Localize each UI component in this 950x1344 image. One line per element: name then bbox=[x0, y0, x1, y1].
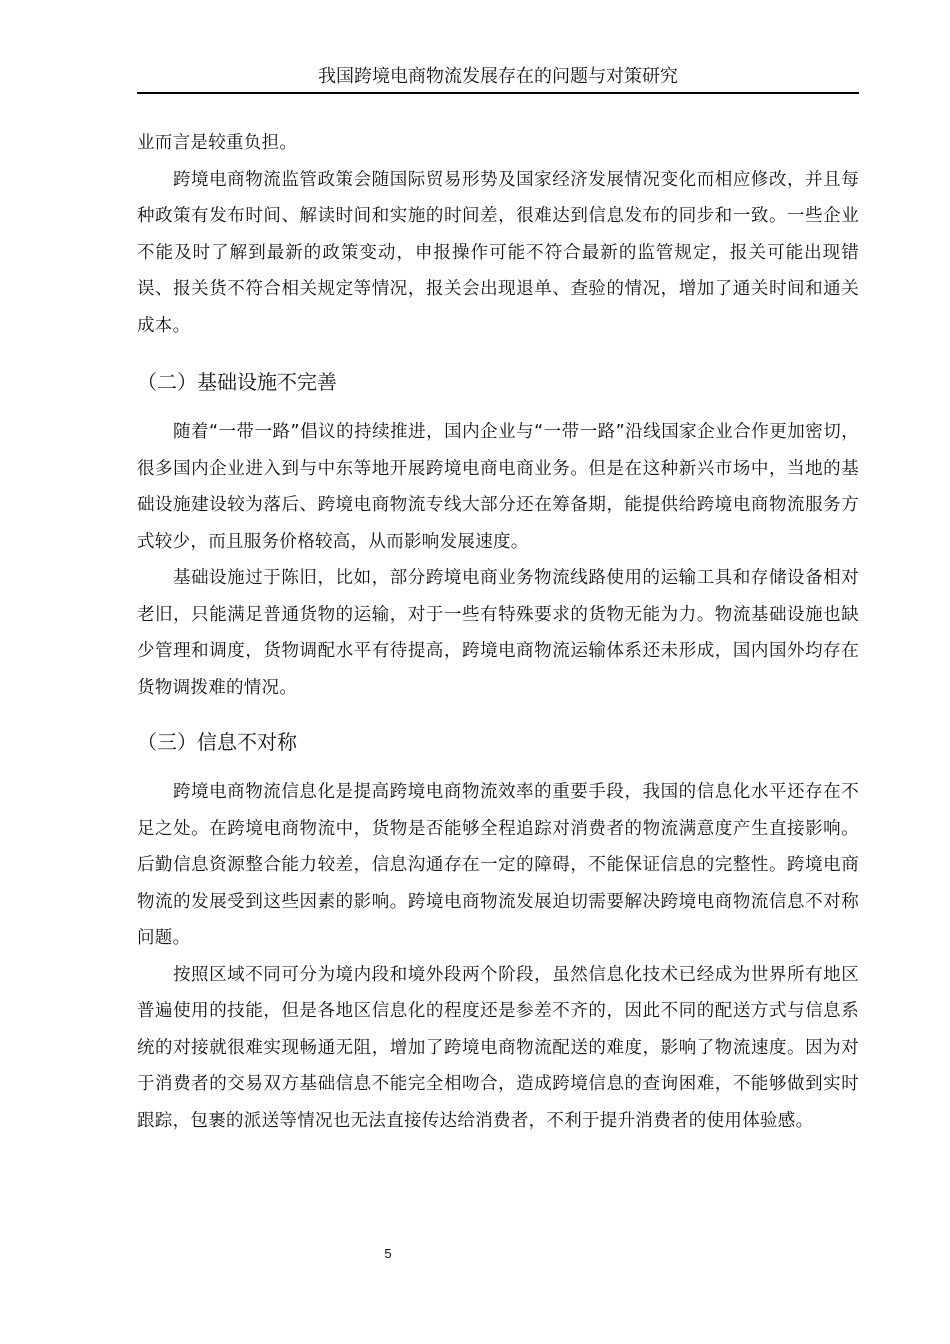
body-block-3 bbox=[137, 774, 859, 1139]
paragraph: 跨境电商物流监管政策会随国际贸易形势及国家经济发展情况变化而相应修改，并且每种政策有发布时间、解读时间和实施的时间差，很难达到信息发布的同步和一致。一些企业不能及时了解到最新的政策变动，申报操作可能不符合最新的监管规定，报关可能出现错误、报关货不符合相关规定等情况，报关会出现退单、查验的情况，增加了通关时间和通关成本。 bbox=[137, 169, 859, 336]
section-heading-2: （二）基础设施不完善 bbox=[137, 370, 337, 394]
section-heading-3: （三）信息不对称 bbox=[137, 730, 297, 754]
paragraph: 随着“一带一路”倡议的持续推进，国内企业与“一带一路”沿线国家企业合作更加密切，很多国内企业进入到与中东等地开展跨境电商电商业务。但是在这种新兴市场中，当地的基础设施建设较为落后、跨境电商物流专线大部分还在筹备期，能提供给跨境电商物流服务方式较少，而且服务价格较高，从而影响发展速度。 bbox=[137, 422, 859, 552]
paragraph: 业而言是较重负担。 bbox=[137, 133, 298, 153]
body-block-2 bbox=[137, 414, 859, 706]
paragraph: 按照区域不同可分为境内段和境外段两个阶段，虽然信息化技术已经成为世界所有地区普遍使用的技能，但是各地区信息化的程度还是参差不齐的，因此不同的配送方式与信息系统的对接就很难实现畅通无阻，增加了跨境电商物流配送的难度，影响了物流速度。因为对于消费者的交易双方基础信息不能完全相吻合，造成跨境信息的查询困难，不能够做到实时跟踪，包裹的派送等情况也无法直接传达给消费者，不利于提升消费者的使用体验感。 bbox=[137, 964, 859, 1131]
page-number: 5 bbox=[384, 1246, 392, 1261]
paragraph: 基础设施过于陈旧，比如，部分跨境电商业务物流线路使用的运输工具和存储设备相对老旧，只能满足普通货物的运输，对于一些有特殊要求的货物无能为力。物流基础设施也缺少管理和调度，货物调配水平有待提高，跨境电商物流运输体系还未形成，国内国外均存在货物调拨难的情况。 bbox=[137, 568, 859, 698]
paragraph: 跨境电商物流信息化是提高跨境电商物流效率的重要手段，我国的信息化水平还存在不足之处。在跨境电商物流中，货物是否能够全程追踪对消费者的物流满意度产生直接影响。后勤信息资源整合能力较差，信息沟通存在一定的障碍，不能保证信息的完整性。跨境电商物流的发展受到这些因素的影响。跨境电商物流发展迫切需要解决跨境电商物流信息不对称问题。 bbox=[137, 782, 859, 948]
body-block-1 bbox=[137, 125, 859, 344]
header-rule bbox=[137, 92, 859, 94]
running-header: 我国跨境电商物流发展存在的问题与对策研究 bbox=[318, 66, 678, 87]
